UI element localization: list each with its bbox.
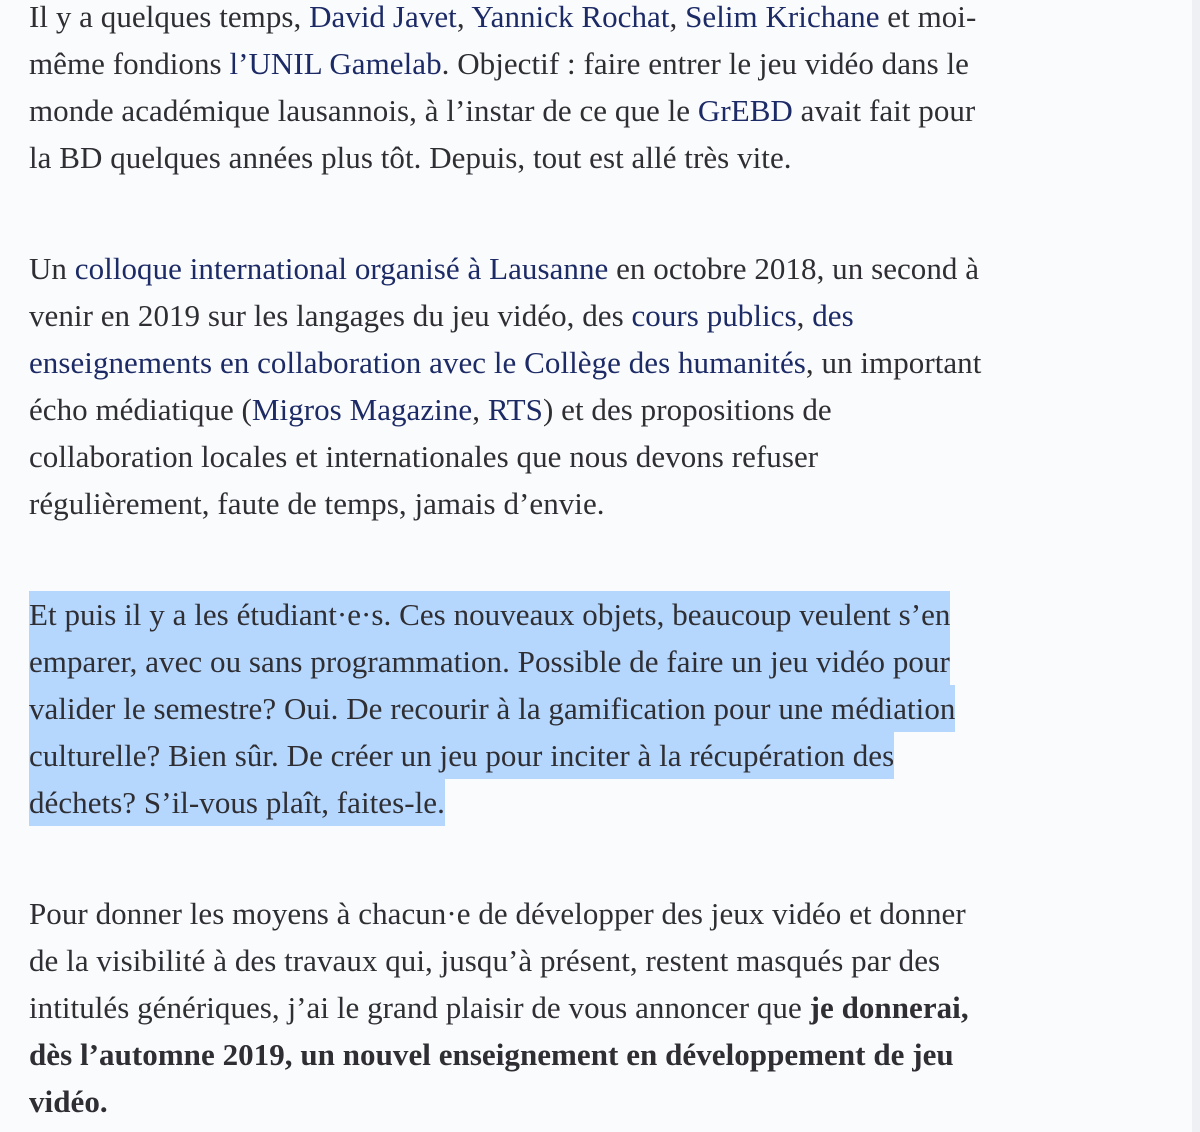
link-grebd[interactable]: GrEBD: [697, 93, 793, 128]
text-line: [29, 134, 792, 181]
link-enseignements-start[interactable]: des: [812, 298, 854, 333]
text-line: [29, 0, 976, 40]
text-span: écho médiatique (: [29, 392, 252, 427]
bold-announcement: vidéo.: [29, 1084, 108, 1119]
text-span: collaboration locales et internationales que nous devons refuser: [29, 439, 819, 474]
text-span: ,: [669, 0, 686, 34]
bold-text-line: [29, 1078, 108, 1125]
text-line: [29, 87, 975, 134]
text-span: . Objectif : faire entrer le jeu vidéo dans le: [441, 46, 969, 81]
text-line: [29, 890, 966, 937]
text-span: ,: [472, 392, 488, 427]
text-span: Pour donner les moyens à chacun·e de développer des jeux vidéo et donner: [29, 896, 966, 931]
link-david-javet[interactable]: David Javet: [309, 0, 457, 34]
link-yannick-rochat[interactable]: Yannick Rochat: [471, 0, 670, 34]
link-rts[interactable]: RTS: [487, 392, 543, 427]
selected-text-line[interactable]: culturelle? Bien sûr. De créer un jeu pour inciter à la récupération des: [29, 732, 894, 779]
text-line: [29, 480, 605, 527]
link-migros-magazine[interactable]: Migros Magazine: [251, 392, 473, 427]
text-line: [29, 339, 981, 386]
text-line: [29, 937, 940, 984]
text-span: ,: [796, 298, 813, 333]
text-span: , un important: [805, 345, 982, 380]
text-span: intitulés génériques, j’ai le grand plaisir de vous annoncer que: [29, 990, 810, 1025]
link-unil-gamelab[interactable]: l’UNIL Gamelab: [229, 46, 442, 81]
text-span: de la visibilité à des travaux qui, jusqu’à présent, restent masqués par des: [29, 943, 941, 978]
text-span: venir en 2019 sur les langages du jeu vidéo, des: [29, 298, 632, 333]
text-line: [29, 40, 969, 87]
text-span: ) et des propositions de: [542, 392, 832, 427]
link-selim-krichane[interactable]: Selim Krichane: [685, 0, 880, 34]
page-right-edge: [1192, 0, 1200, 1132]
bold-announcement: dès l’automne 2019, un nouvel enseignement en développement de jeu: [29, 1037, 954, 1072]
selected-text-line[interactable]: Et puis il y a les étudiant·e·s. Ces nouveaux objets, beaucoup veulent s’en: [29, 591, 950, 638]
text-span: même fondions: [29, 46, 230, 81]
text-line: [29, 292, 854, 339]
bold-text-line: [29, 1031, 954, 1078]
text-span: avait fait pour: [792, 93, 976, 128]
text-span: régulièrement, faute de temps, jamais d’envie.: [29, 486, 605, 521]
selected-text-line[interactable]: déchets? S’il-vous plaît, faites-le.: [29, 779, 445, 826]
selected-text-line[interactable]: emparer, avec ou sans programmation. Possible de faire un jeu vidéo pour: [29, 638, 950, 685]
text-line: [29, 984, 969, 1031]
text-line: [29, 245, 979, 292]
link-cours-publics[interactable]: cours publics: [631, 298, 797, 333]
link-colloque-international[interactable]: colloque international organisé à Lausanne: [74, 251, 609, 286]
text-span: et moi-: [879, 0, 977, 34]
text-line: [29, 386, 832, 433]
text-span: Il y a quelques temps,: [29, 0, 310, 34]
text-span: en octobre 2018, un second à: [608, 251, 980, 286]
text-span: ,: [456, 0, 472, 34]
text-span: la BD quelques années plus tôt. Depuis, tout est allé très vite.: [29, 140, 792, 175]
link-enseignements-college[interactable]: enseignements en collaboration avec le Collège des humanités: [29, 345, 806, 380]
text-line: [29, 433, 818, 480]
bold-announcement: je donnerai,: [809, 990, 969, 1025]
text-span: Un: [29, 251, 75, 286]
text-span: monde académique lausannois, à l’instar de ce que le: [29, 93, 698, 128]
selected-text-line[interactable]: valider le semestre? Oui. De recourir à la gamification pour une médiation: [29, 685, 955, 732]
